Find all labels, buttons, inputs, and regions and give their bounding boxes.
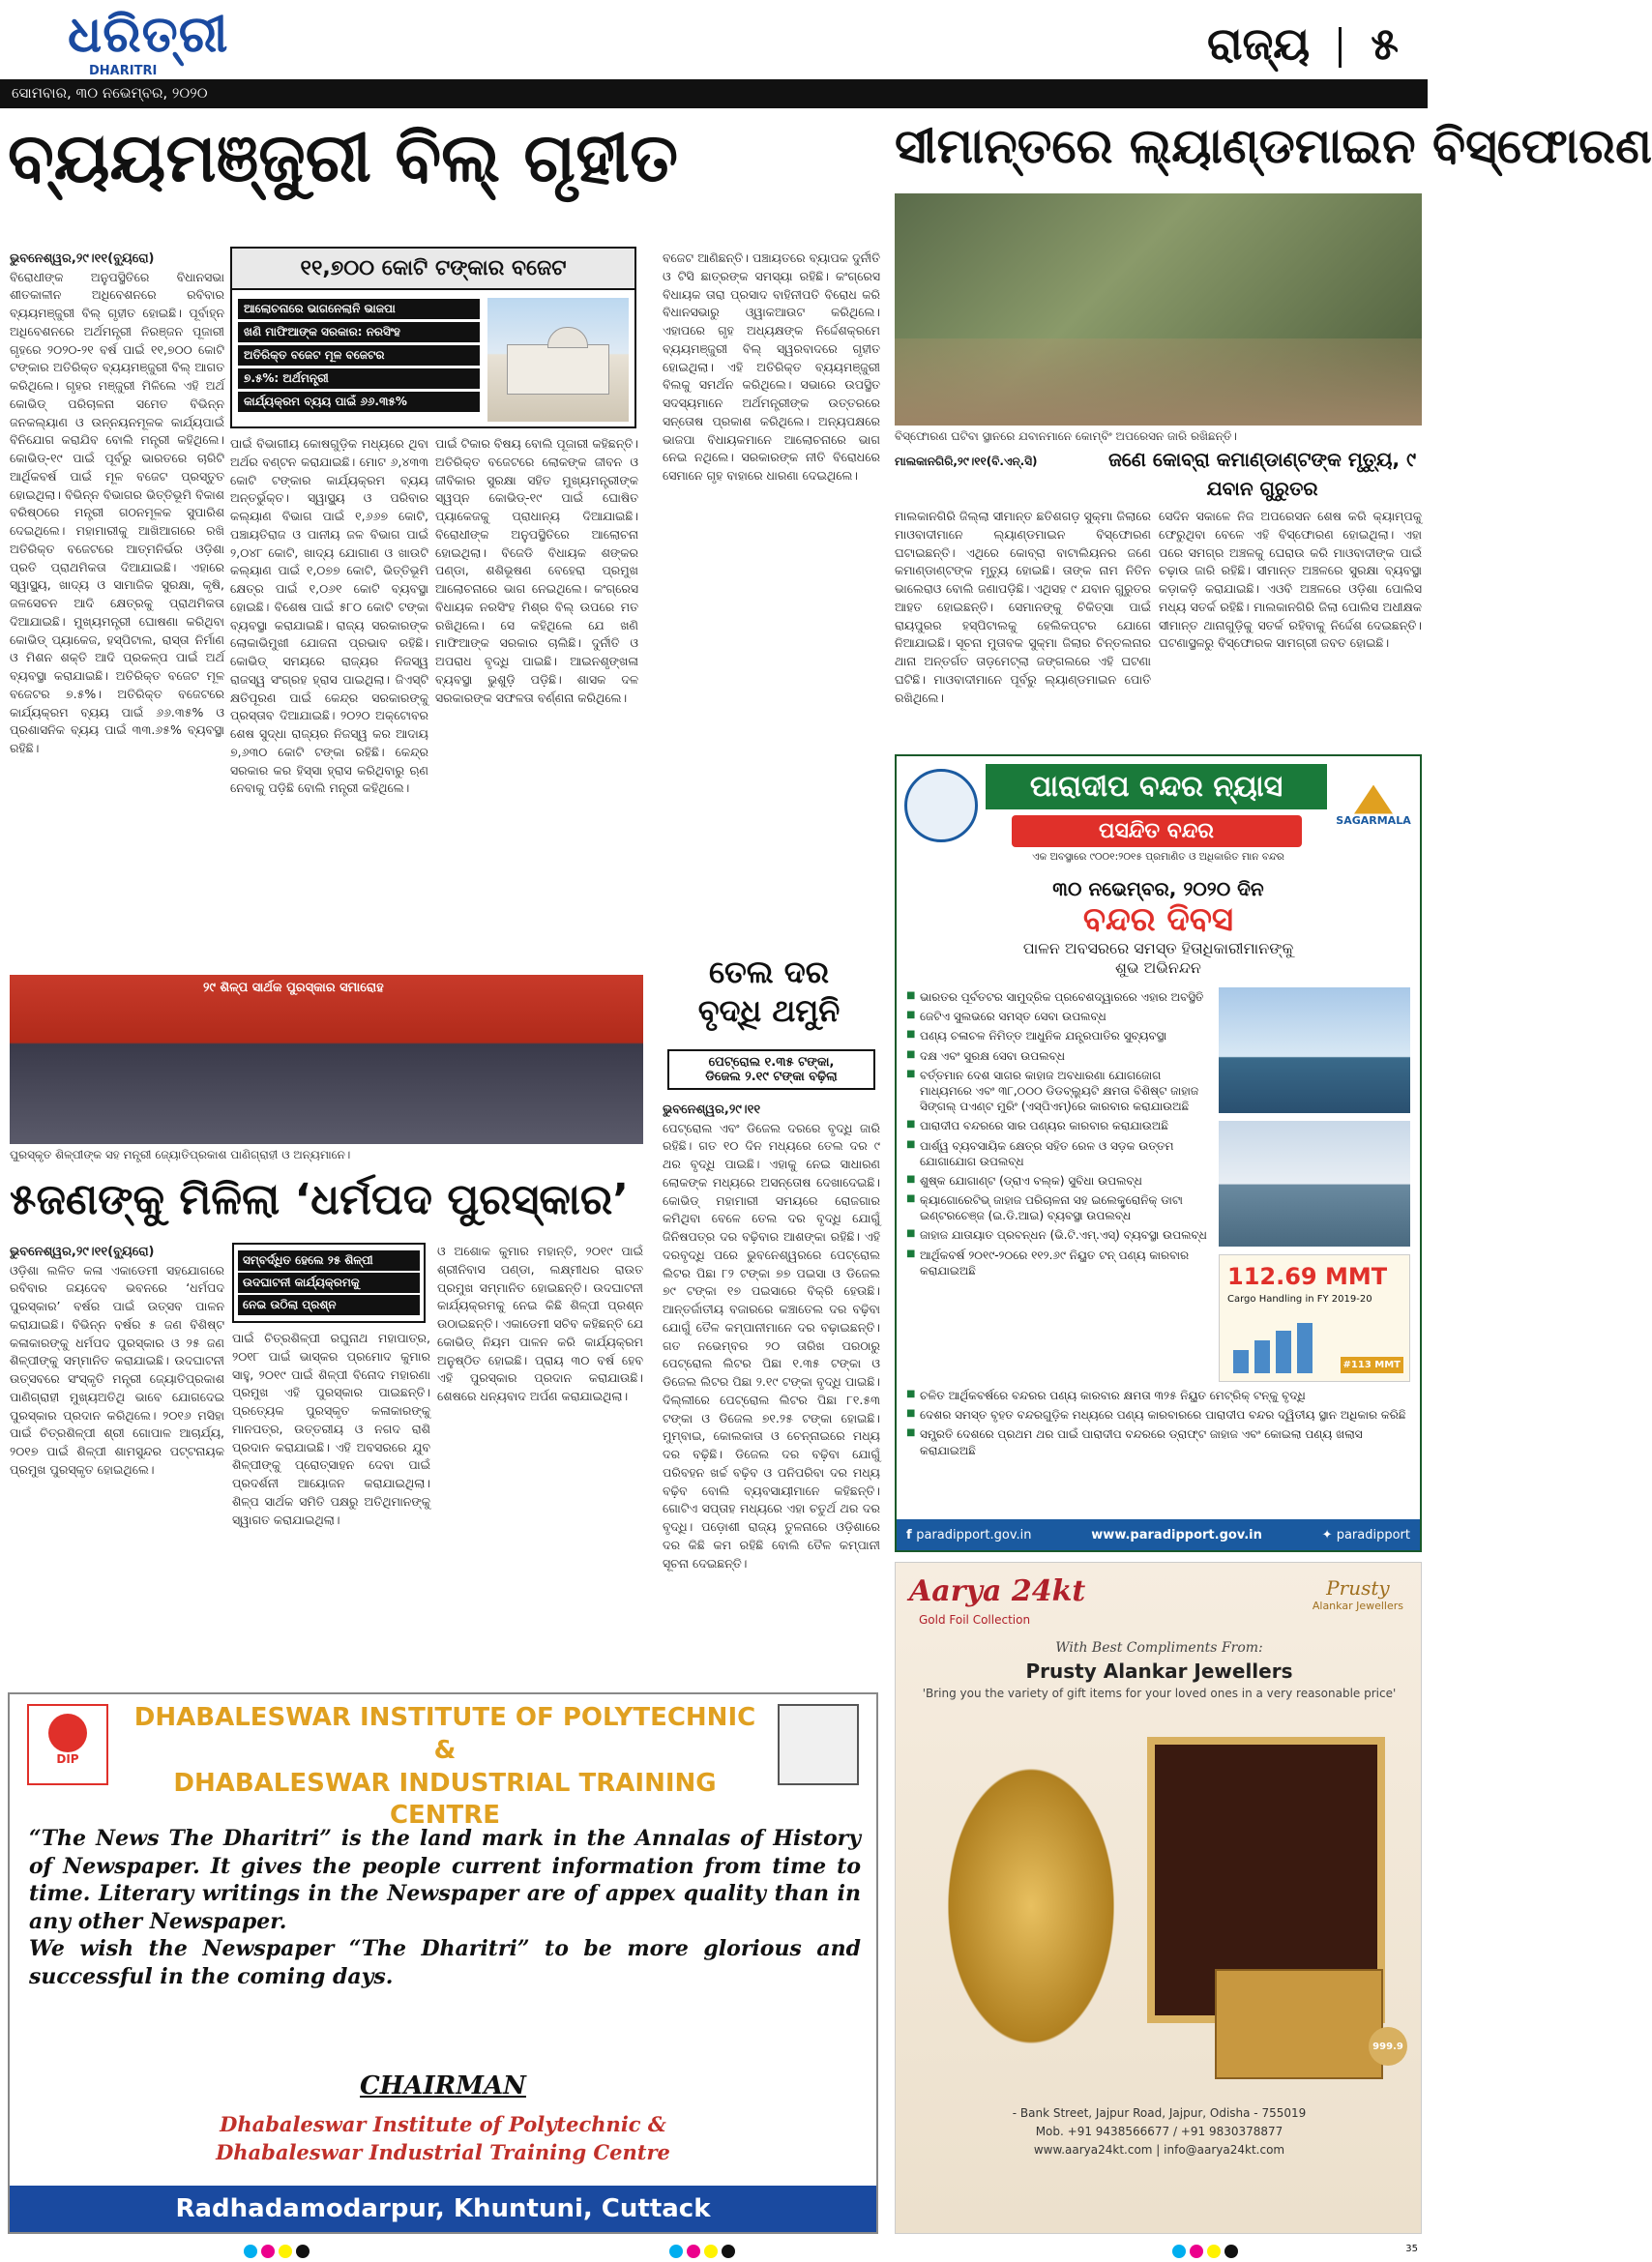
- print-registration-bar: [0, 2242, 1428, 2261]
- website-link[interactable]: www.paradipport.gov.in: [1091, 1527, 1262, 1542]
- budget-headline: ବ୍ୟୟମଞ୍ଜୁରୀ ବିଲ୍ ଗୃହୀତ: [8, 118, 679, 197]
- dip-ad-para-1: “The News The Dharitri” is the land mark in the Annalas of History of Newspaper. It gives the people current information from time to time. Literary writings in the Newspaper are of appex quality than in any other Newspaper.: [29, 1826, 861, 1934]
- partner-sub: Alankar Jewellers: [1312, 1600, 1403, 1612]
- landmine-col-1: ମାଲକାନଗିରି ଜିଲ୍ଲା ସୀମାନ୍ତ ଛତିଶଗଡ଼ ସୁକ୍ମା ଜିଲାରେ ମାଓବାଦୀମାନେ ଲ୍ୟାଣ୍ଡମାଇନ ବିସ୍ଫୋରଣ ଘଟାଇଛନ୍ତି। ଏଥିରେ କୋବ୍ରା ବାଟାଲିୟନର ଜଣେ କମାଣ୍ଡାଣ୍ଟଙ୍କ ମୃତ୍ୟୁ ହୋଇଛି। ତାଙ୍କ ନାମ ନିତିନ ଭାଲେରାଓ ବୋଲି ଜଣାପଡ଼ିଛି। ଏଥିସହ ୯ ଯବାନ ଗୁରୁତର ଆହତ ହୋଇଛନ୍ତି। ସେମାନଙ୍କୁ ଚିକିତ୍ସା ପାଇଁ ରାୟପୁରର ହସ୍ପିଟାଲକୁ ହେଲିକପ୍ଟର ଯୋଗେ ନିଆଯାଇଛି। ସୂଚନା ମୁତାବକ ସୁକ୍ମା ଜିଲାର ଚିନ୍ତଲନାର ଥାନା ଅନ୍ତର୍ଗତ ତାଡ଼ମେଟ୍ଲା ଜଙ୍ଗଲରେ ଏହି ଘଟଣା ଘଟିଛି। ମାଓବାଦୀମାନେ ପୂର୍ବରୁ ଲ୍ୟାଣ୍ଡମାଇନ ପୋତି ରଖିଥିଲେ।: [895, 509, 1151, 705]
- paradip-feature: ■ ସମ୍ପ୍ରତି ଦେଶରେ ପ୍ରଥମ ଥର ପାଇଁ ପାରାଦୀପ ବନ୍ଦରରେ ଡ୍ରାଫ୍ଟ ଜାହାଜ ଏବଂ କୋଇଲା ପଣ୍ୟ ଖଲାସ କରାଯାଇଅଛି: [906, 1425, 1410, 1459]
- dharmapada-col-1: [10, 1243, 224, 1668]
- paradip-feature: ■ ପାରାଦୀପ ବନ୍ଦରରେ ସାର ପଣ୍ୟର କାରବାର କରାଯାଉଅଛି: [906, 1116, 1211, 1135]
- page-number: ୫: [1371, 17, 1399, 70]
- landmine-headline: ସୀମାନ୍ତରେ ଲ୍ୟାଣ୍ଡମାଇନ ବିସ୍ଫୋରଣ: [895, 118, 1652, 174]
- budget-dateline: ଭୁବନେଶ୍ୱର,୨୯।୧୧(ବ୍ୟୁରୋ): [10, 251, 155, 266]
- budget-infobox: [230, 247, 636, 428]
- paradip-title: ପାରାଦୀପ ବନ୍ଦର ନ୍ୟାସ: [986, 764, 1327, 809]
- dip-ad-footer: Radhadamodarpur, Khuntuni, Cuttack: [10, 2186, 876, 2232]
- paradip-feature: ■ ଚଳିତ ଆର୍ଥିକବର୍ଷରେ ବନ୍ଦରର ପଣ୍ୟ କାରବାର କ୍ଷମତା ୩୨୫ ନିୟୁତ ମେଟ୍ରିକ୍ ଟନ୍‌କୁ ବୃଦ୍ଧି: [906, 1386, 1410, 1405]
- paradip-feature: ■ ପଣ୍ୟ ଚଳାଚଳ ନିମିତ୍ତ ଆଧୁନିକ ଯନ୍ତ୍ରପାତିର ସୁବ୍ୟବସ୍ଥା: [906, 1026, 1211, 1045]
- dharmapada-points-box: [232, 1243, 426, 1323]
- cyan-dot: [669, 2245, 683, 2258]
- budget-point: ଆଲୋଚନାରେ ଭାଗନେଲାନି ଭାଜପା: [238, 299, 480, 319]
- dharmapada-col-3: ଓ ଅଶୋକ କୁମାର ମହାନ୍ତି, ୨୦୧୯ ପାଇଁ ଶ୍ରୀନିବାସ ପଣ୍ଡା, ଲକ୍ଷ୍ମୀଧର ରାଉତ ପ୍ରମୁଖ ସମ୍ମାନିତ ହୋଇଛନ୍ତି। ଉଦଘାଟନୀ କାର୍ଯ୍ୟକ୍ରମକୁ ନେଇ କିଛି ଶିଳ୍ପୀ ପ୍ରଶ୍ନ ଉଠାଇଛନ୍ତି। ଏକାଡେମୀ ସଚିବ କହିଛନ୍ତି ଯେ କୋଭିଡ୍ ନିୟମ ପାଳନ କରି କାର୍ଯ୍ୟକ୍ରମ ଅନୁଷ୍ଠିତ ହୋଇଛି। ପ୍ରାୟ ୩୦ ବର୍ଷ ହେବ ଏହି ପୁରସ୍କାର ପ୍ରଦାନ କରାଯାଉଛି। ଶେଷରେ ଧନ୍ୟବାଦ ଅର୍ପଣ କରାଯାଇଥିଲା।: [437, 1244, 643, 1403]
- sagarmala-icon: [1354, 785, 1393, 814]
- sagarmala-logo: [1335, 785, 1412, 827]
- dip-logo-text: DIP: [56, 1752, 79, 1766]
- gift-box-image: [1215, 1969, 1383, 2079]
- black-dot: [296, 2245, 310, 2258]
- purity-badge: 999.9: [1369, 2027, 1407, 2066]
- budget-col-1-text: ବିରୋଧୀଙ୍କ ଅନୁପସ୍ଥିତିରେ ବିଧାନସଭା ଶୀତକାଳୀନ ଅଧିବେଶନରେ ରବିବାର ବ୍ୟୟମଞ୍ଜୁରୀ ବିଲ୍ ଗୃହୀତ ହୋଇଛି। ପୂର୍ବାହ୍ନ ଅଧିବେଶନରେ ଅର୍ଥମନ୍ତ୍ରୀ ନିରଞ୍ଜନ ପୂଜାରୀ ଗୃହରେ ୨୦୨୦-୨୧ ବର୍ଷ ପାଇଁ ୧୧,୭୦୦ କୋଟି ଟଙ୍କାର ଅତିରିକ୍ତ ବ୍ୟୟମଞ୍ଜୁରୀ ବିଲ୍ ଆଗତ କରିଥିଲେ। ଗୃହର ମଞ୍ଜୁରୀ ମିଳିଲେ ଏହି ଅର୍ଥ କୋଭିଡ୍ ପରିଚାଳନା ସମେତ ବିଭିନ୍ନ ଜନକଲ୍ୟାଣ ଓ ଉନ୍ନୟନମୂଳକ କାର୍ଯ୍ୟପାଇଁ ବିନିଯୋଗ କରାଯିବ ବୋଲି ମନ୍ତ୍ରୀ କହିଥିଲେ। କୋଭିଡ୍-୧୯ ପାଇଁ ପୂର୍ବରୁ ଭାରତରେ ଚାରିଟି ଆର୍ଥିକବର୍ଷ ପାଇଁ ମୂଳ ବଜେଟ ପ୍ରସ୍ତୁତ ହୋଇଥିଲା। ବିଭିନ୍ନ ବିଭାଗର ଭିତ୍ତିଭୂମି ବିକାଶ ବରିଷ୍ଠରେ ମନ୍ତ୍ରୀ ଗଠନମୂଳକ ସୁପାରିଶ ଦେଇଥିଲେ। ମହାମାରୀକୁ ଆଖିଆଗରେ ରଖି ଅତିରିକ୍ତ ବଜେଟରେ ଆତ୍ମନିର୍ଭର ଓଡ଼ିଶା ପ୍ରତି ପ୍ରାଥମିକତା ଦିଆଯାଇଛି। ଏହାରେ ସ୍ୱାସ୍ଥ୍ୟ, ଖାଦ୍ୟ ଓ ସାମାଜିକ ସୁରକ୍ଷା, କୃଷି, ଜଳସେଚନ ଆଦି କ୍ଷେତ୍ରକୁ ପ୍ରାଥମିକତା ଦିଆଯାଇଛି। ମୁଖ୍ୟମନ୍ତ୍ରୀ ଘୋଷଣା କରିଥିବା କୋଭିଡ୍ ପ୍ୟାକେଜ, ହସ୍ପିଟାଲ, ରାସ୍ତା ନିର୍ମାଣ ଓ ମିଶନ ଶକ୍ତି ଆଦି ପ୍ରକଳ୍ପ ପାଇଁ ଅର୍ଥ ବ୍ୟବସ୍ଥା କରାଯାଇଛି। ଅତିରିକ୍ତ ବଜେଟ ମୂଳ ବଜେଟର ୭.୫%। ଅତିରିକ୍ତ ବଜେଟରେ କାର୍ଯ୍ୟକ୍ରମ ବ୍ୟୟ ପାଇଁ ୬୬.୩୫% ଓ ପ୍ରଶାସନିକ ବ୍ୟୟ ପାଇଁ ୩୩.୬୫% ବ୍ୟବସ୍ଥା ରହିଛି।: [10, 269, 224, 755]
- dharmapada-point: ସମ୍ବର୍ଦ୍ଧିତ ହେଲେ ୨୫ ଶିଳ୍ପୀ: [238, 1250, 420, 1271]
- oil-body: [663, 1101, 880, 1671]
- paradip-feature: ■ ଜାହାଜ ଯାତାୟାତ ପ୍ରବନ୍ଧନ (ଭି.ଟି.ଏମ୍.ଏସ୍) ବ୍ୟବସ୍ଥା ଉପଲବ୍ଧ: [906, 1225, 1211, 1245]
- jewel-contact: [896, 2104, 1423, 2160]
- paradip-features: [906, 987, 1211, 1382]
- paradip-port-ad: [895, 754, 1422, 1552]
- partner-logo: [1313, 1576, 1403, 1612]
- date-bar: ସୋମବାର, ୩୦ ନଭେମ୍ବର, ୨୦୨୦: [0, 79, 1428, 108]
- cargo-bar: [1297, 1323, 1313, 1373]
- twitter-link[interactable]: ✦ paradipport: [1321, 1527, 1410, 1542]
- yellow-dot: [279, 2245, 292, 2258]
- stage-banner-text: ୨୯ ଶିଳ୍ପ ସାର୍ଥକ ପୁରସ୍କାର ସମାରୋହ: [203, 981, 384, 995]
- paradip-feature: ■ ଭାରତର ପୂର୍ବତଟର ସାମୁଦ୍ରିକ ପ୍ରବେଶଦ୍ୱାରରେ ଏହାର ଅବସ୍ଥିତି: [906, 987, 1211, 1007]
- oil-headline: [658, 953, 880, 1030]
- cargo-bar: [1276, 1331, 1291, 1373]
- jewel-compliments: With Best Compliments From:: [1055, 1640, 1263, 1656]
- budget-box-title: ୧୧,୭୦୦ କୋଟି ଟଙ୍କାର ବଜେଟ: [232, 249, 634, 290]
- port-terminal-photo: [1219, 1121, 1410, 1247]
- section-page-label: [1207, 17, 1399, 72]
- dip-institutes: [10, 2110, 876, 2167]
- budget-col-2: ପାଇଁ ବିଭାଗୀୟ କୋଷଗୁଡ଼ିକ ମଧ୍ୟରେ ଥିବା ଅର୍ଥର ବଣ୍ଟନ କରାଯାଇଛି। ମୋଟ ୬,୪୩୩ କୋଟି ଟଙ୍କାର କାର୍ଯ୍ୟକ୍ରମ ବ୍ୟୟ ଅନ୍ତର୍ଭୁକ୍ତ। ସ୍ୱାସ୍ଥ୍ୟ ଓ ପରିବାର କଲ୍ୟାଣ ବିଭାଗ ପାଇଁ ୧,୬୬୭ କୋଟି, ପଞ୍ଚାୟତିରାଜ ଓ ପାନୀୟ ଜଳ ବିଭାଗ ପାଇଁ ୨,୦୪୮ କୋଟି, ଖାଦ୍ୟ ଯୋଗାଣ ଓ ଖାଉଟି କଲ୍ୟାଣ ପାଇଁ ୧,୦୭୭ କୋଟି, ଭିତ୍ତିଭୂମି କ୍ଷେତ୍ର ପାଇଁ ୧,୦୬୧ କୋଟି ବ୍ୟବସ୍ଥା ହୋଇଛି। ବିଶେଷ ପାଇଁ ୫୮୦ କୋଟି ଟଙ୍କା ବ୍ୟବସ୍ଥା କରାଯାଇଛି। ରାଜ୍ୟ ସରକାରଙ୍କ ଲୋକାଭିମୁଖୀ ଯୋଜନା ପ୍ରଭାବ ରହିଛି। କୋଭିଡ୍ ସମୟରେ ରାଜ୍ୟର ନିଜସ୍ୱ ରାଜସ୍ୱ ସଂଗ୍ରହ ହ୍ରାସ ପାଇଥିଲା। ଜିଏସ୍ଟି କ୍ଷତିପୂରଣ ପାଇଁ କେନ୍ଦ୍ର ସରକାରଙ୍କୁ ପ୍ରସ୍ତାବ ଦିଆଯାଇଛି। ୨୦୨୦ ଅକ୍ଟୋବର ଶେଷ ସୁଦ୍ଧା ରାଜ୍ୟର ନିଜସ୍ୱ କର ଆଦାୟ ୭,୬୩୦ କୋଟି ଟଙ୍କା ରହିଛି। କେନ୍ଦ୍ର ସରକାର କର ହିସ୍ସା ହ୍ରାସ କରିଥିବାରୁ ଋଣ ନେବାକୁ ପଡ଼ିଛି ବୋଲି ମନ୍ତ୍ରୀ କହିଥିଲେ।: [230, 436, 428, 796]
- jewel-brand: Aarya 24kt: [909, 1574, 1086, 1608]
- dip-chairman: CHAIRMAN: [360, 2071, 526, 2100]
- jewellery-ad: [895, 1562, 1422, 2234]
- dharmapada-headline: ୫ଜଣଙ୍କୁ ମିଳିଲା ‘ଧର୍ମପଦ ପୁରସ୍କାର’: [10, 1175, 629, 1224]
- dip-title-1: DHABALESWAR INSTITUTE OF POLYTECHNIC: [133, 1703, 756, 1732]
- paradip-feature: ■ ଶୁଷ୍କ ଯୋଗାଣ୍ଟ (ଡ୍ରାଏ ବଲ୍କ) ସୁବିଧା ଉପଲବ୍ଧ: [906, 1171, 1211, 1190]
- section-name: ରାଜ୍ୟ: [1206, 17, 1311, 70]
- cargo-bar: [1254, 1340, 1270, 1373]
- dharmapada-col-2: ପାଇଁ ଚିତ୍ରଶିଳ୍ପୀ ରଘୁନାଥ ମହାପାତ୍ର, ୨୦୧୮ ପାଇଁ ଭାସ୍କର ପ୍ରମୋଦ କୁମାର ସାହୁ, ୨୦୧୯ ପାଇଁ ଶିଳ୍ପୀ ବିନୋଦ ମହାରଣା ପ୍ରମୁଖ ଏହି ପୁରସ୍କାର ପାଇଛନ୍ତି। ପ୍ରତ୍ୟେକ ପୁରସ୍କୃତ କଳାକାରଙ୍କୁ ମାନପତ୍ର, ଉତ୍ତରୀୟ ଓ ନଗଦ ରାଶି ପ୍ରଦାନ କରାଯାଇଛି। ଏହି ଅବସରରେ ଯୁବ ଶିଳ୍ପୀଙ୍କୁ ପ୍ରୋତ୍ସାହନ ଦେବା ପାଇଁ ପ୍ରଦର୍ଶନୀ ଆୟୋଜନ କରାଯାଇଥିଲା। ଶିଳ୍ପ ସାର୍ଥକ ସମିତି ପକ୍ଷରୁ ଅତିଥିମାନଙ୍କୁ ସ୍ୱାଗତ କରାଯାଇଥିଲା।: [232, 1331, 430, 1527]
- jewel-tagline: 'Bring you the variety of gift items for your loved ones in a very reasonable price': [922, 1687, 1397, 1700]
- dharmapada-point: ନେଇ ଉଠିଲା ପ୍ରଶ୍ନ: [238, 1295, 420, 1315]
- paradip-feature: ■ ଆର୍ଥିକବର୍ଷ ୨୦୧୯-୨୦ରେ ୧୧୨.୬୯ ନିୟୁତ ଟନ୍ ପଣ୍ୟ କାରବାର କରାଯାଇଅଛି: [906, 1246, 1211, 1280]
- paradip-feature: ■ ବର୍ତ୍ତମାନ ଦେଶ ସାଗର କାହାଜ ଅବଧାରଣା ଯୋଗଜୋଗ ମାଧ୍ୟମରେ ଏବଂ ୩୮,୦୦୦ ଡିଡବ୍ଲ୍ୟୁଟି କ୍ଷମତା ବିଶିଷ୍ଟ ଜାହାଜ ସିଙ୍ଗଲ୍ ପଏଣ୍ଟ ମୁରିଂ (ଏସ୍‌ପିଏମ୍)ରେ କାରବାର କରାଯାଉଅଛି: [906, 1066, 1211, 1117]
- color-registration-marks: [242, 2244, 311, 2262]
- dip-ad: [8, 1692, 878, 2234]
- port-day-name: ବନ୍ଦର ଦିବସ: [1082, 900, 1234, 939]
- paradip-subtitle: ପସନ୍ଦିତ ବନ୍ଦର: [1012, 815, 1302, 847]
- yellow-dot: [1207, 2245, 1221, 2258]
- section-divider: [1339, 27, 1342, 68]
- landmine-dateline: ମାଲକାନଗିରି,୨୯।୧୧(ବି.ଏନ୍.ସି): [895, 455, 1038, 468]
- port-day-wish-2: ଶୁଭ ଅଭିନନ୍ଦନ: [1115, 958, 1201, 977]
- budget-col-1: [10, 250, 224, 931]
- paradip-footer: [897, 1519, 1420, 1550]
- magenta-dot: [1190, 2245, 1203, 2258]
- paradip-cert: ଏକ ଅବସ୍ଥାରେ ୯୦୦୧:୨୦୧୫ ପ୍ରମାଣିତ ଓ ଅଧିକାରିତ ମାନ ବନ୍ଦର: [1032, 851, 1284, 863]
- assembly-building-photo: [487, 298, 629, 422]
- budget-col-4: ବଜେଟ ଆଣିଛନ୍ତି। ପଞ୍ଚାୟତରେ ବ୍ୟାପକ ଦୁର୍ନୀତି ଓ ଟିସି ଛାତ୍ରଙ୍କ ସମସ୍ୟା ରହିଛି। କଂଗ୍ରେସ ବିଧାୟକ ତାରା ପ୍ରସାଦ ବାହିନୀପତି ବିରୋଧ କରି ବିଧାନସଭାରୁ ଓ୍ୱାକଆଉଟ କରିଥିଲେ। ଏହାପରେ ଗୃହ ଅଧ୍ୟକ୍ଷଙ୍କ ନିର୍ଦ୍ଦେଶକ୍ରମେ ବ୍ୟୟମଞ୍ଜୁରୀ ବିଲ୍ ସ୍ୱରବାଦରେ ଗୃହୀତ ହୋଇଥିଲା। ଏହି ଅତିରିକ୍ତ ବ୍ୟୟମଞ୍ଜୁରୀ ବିଲକୁ ସମର୍ଥନ କରିଥିଲେ। ସଭାରେ ଉପସ୍ଥିତ ସଦସ୍ୟମାନେ ଅର୍ଥମନ୍ତ୍ରୀଙ୍କ ଉତ୍ତରରେ ସନ୍ତୋଷ ପ୍ରକାଶ କରିଥିଲେ। ଅନ୍ୟପକ୍ଷରେ ଭାଜପା ବିଧାୟକମାନେ ଆଲୋଚନାରେ ଭାଗ ନେଇ ନଥିଲେ। ସରକାରଙ୍କ ନୀତି ବିରୋଧରେ ସେମାନେ ଗୃହ ବାହାରେ ଧାରଣା ଦେଇଥିଲେ।: [663, 250, 880, 483]
- port-day-wish-1: ପାଳନ ଅବସରରେ ସମସ୍ତ ହିତାଧିକାରୀମାନଙ୍କୁ: [1022, 939, 1294, 957]
- jewel-web[interactable]: www.aarya24kt.com | info@aarya24kt.com: [1033, 2143, 1285, 2158]
- budget-col-3: ପାଇଁ ଟିକାର ବିଷୟ ବୋଲି ପୂଜାରୀ କହିଛନ୍ତି। ଅତିରିକ୍ତ ବଜେଟରେ ଲୋକଙ୍କ ଜୀବନ ଓ ଜୀବିକାର ସୁରକ୍ଷା ସହିତ ମୁଖ୍ୟମନ୍ତ୍ରୀଙ୍କ ସ୍ୱପ୍ନ କୋଭିଡ୍-୧୯ ପାଇଁ ଘୋଷିତ ପ୍ୟାକେଜକୁ ପ୍ରାଧାନ୍ୟ ଦିଆଯାଇଛି। ବିରୋଧୀଙ୍କ ଅନୁପସ୍ଥିତିରେ ଆଲୋଚନା ହୋଇଥିଲା। ବିଜେଡି ବିଧାୟକ ଶଙ୍କର ପଣ୍ଡା, ଶଶିଭୂଷଣ ବେହେରା ପ୍ରମୁଖ ଆଲୋଚନାରେ ଭାଗ ନେଇଥିଲେ। କଂଗ୍ରେସ ବିଧାୟକ ନରସିଂହ ମିଶ୍ର ବିଲ୍ ଉପରେ ମତ ରଖିଥିଲେ। ସେ କହିଥିଲେ ଯେ ଖଣି ମାଫିଆଙ୍କ ସରକାର ଚାଲିଛି। ଦୁର୍ନୀତି ଓ ଅପରାଧ ବୃଦ୍ଧି ପାଇଛି। ଆଇନଶୃଙ୍ଖଳା ବ୍ୟବସ୍ଥା ଭୁଶୁଡ଼ି ପଡ଼ିଛି। ଶାସକ ଦଳ ସରକାରଙ୍କ ସଫଳତା ବର୍ଣ୍ଣନା କରିଥିଲେ।: [435, 436, 638, 705]
- sagarmala-text: SAGARMALA: [1336, 813, 1411, 827]
- paradip-feature: ■ କ୍ୟାଗୋରେଟିଭ୍ ଜାହାଜ ପରିଚାଳନା ସହ ଇଲେକ୍ଟ୍ରୋନିକ୍ ଡାଟା ଇଣ୍ଟରଚେଞ୍ଜ (ଇ.ଡି.ଆଇ) ବ୍ୟବସ୍ଥା ଉପଲବ୍ଧ: [906, 1190, 1211, 1225]
- color-registration-marks: [667, 2244, 737, 2262]
- paradip-emblem: [904, 769, 978, 842]
- dip-inst-2: Dhabaleswar Industrial Training Centre: [216, 2140, 670, 2165]
- paradip-feature: ■ ପାର୍ଶ୍ୱ ବ୍ୟବସାୟିକ କ୍ଷେତ୍ର ସହିତ ରେଳ ଓ ସଡ଼କ ଉତ୍ତମ ଯୋଗାଯୋଗ ଉପଲବ୍ଧ: [906, 1136, 1211, 1171]
- partner-name: Prusty: [1326, 1576, 1390, 1600]
- oil-body-text: ପେଟ୍ରୋଲ ଏବଂ ଡିଜେଲ ଦରରେ ବୃଦ୍ଧି ଜାରି ରହିଛି। ଗତ ୧୦ ଦିନ ମଧ୍ୟରେ ତେଲ ଦର ୯ ଥର ବୃଦ୍ଧି ପାଇଛି। ଏହାକୁ ନେଇ ସାଧାରଣ ଲୋକଙ୍କ ମଧ୍ୟରେ ଅସନ୍ତୋଷ ଦେଖାଦେଇଛି। କୋଭିଡ୍ ମହାମାରୀ ସମୟରେ ରୋଜଗାର କମିଥିବା ବେଳେ ତେଲ ଦର ବୃଦ୍ଧି ଯୋଗୁଁ ଜିନିଷପତ୍ର ଦର ବଢ଼ିବାର ଆଶଙ୍କା ରହିଛି। ଏହି ଦରବୃଦ୍ଧି ପରେ ଭୁବନେଶ୍ୱରରେ ପେଟ୍ରୋଲ ଲିଟର ପିଛା ୮୨ ଟଙ୍କା ୭୭ ପଇସା ଓ ଡିଜେଲ ୭୯ ଟଙ୍କା ୧୭ ପଇସାରେ ବିକ୍ରି ହେଉଛି। ଆନ୍ତର୍ଜାତୀୟ ବଜାରରେ କଞ୍ଚାତେଲ ଦର ବଢ଼ିବା ଯୋଗୁଁ ତୈଳ କମ୍ପାନୀମାନେ ଦର ବଢ଼ାଇଛନ୍ତି। ଗତ ନଭେମ୍ବର ୨୦ ତାରିଖ ପରଠାରୁ ପେଟ୍ରୋଲ ଲିଟର ପିଛା ୧.୩୫ ଟଙ୍କା ଓ ଡିଜେଲ ଲିଟର ପିଛା ୨.୧୯ ଟଙ୍କା ବୃଦ୍ଧି ପାଇଛି। ଦିଲ୍ଲୀରେ ପେଟ୍ରୋଲ ଲିଟର ପିଛା ୮୧.୫୩ ଟଙ୍କା ଓ ଡିଜେଲ ୭୧.୨୫ ଟଙ୍କା ହୋଇଛି। ମୁମ୍ବାଇ, କୋଲକାତା ଓ ଚେନ୍ନାଇରେ ମଧ୍ୟ ଦର ବଢ଼ିଛି। ଡିଜେଲ ଦର ବଢ଼ିବା ଯୋଗୁଁ ପରିବହନ ଖର୍ଚ୍ଚ ବଢ଼ିବ ଓ ପନିପରିବା ଦର ମଧ୍ୟ ବଢ଼ିବ ବୋଲି ବ୍ୟବସାୟୀମାନେ କହିଛନ୍ତି। ଗୋଟିଏ ସପ୍ତାହ ମଧ୍ୟରେ ଏହା ଚତୁର୍ଥ ଥର ଦର ବୃଦ୍ଧି। ପଡ଼ୋଶୀ ରାଜ୍ୟ ତୁଳନାରେ ଓଡ଼ିଶାରେ ଦର କିଛି କମ ରହିଛି ବୋଲି ତୈଳ କମ୍ପାନୀ ସୂଚନା ଦେଇଛନ୍ତି।: [663, 1120, 880, 1571]
- landmine-subhead: ଜଣେ କୋବ୍ରା କମାଣ୍ଡାଣ୍ଟଙ୍କ ମୃତ୍ୟୁ, ୯ ଯବାନ ଗୁରୁତର: [1107, 448, 1417, 500]
- cargo-badge: #113 MMT: [1341, 1357, 1403, 1373]
- newspaper-logo-sub: DHARITRI: [89, 64, 158, 78]
- dharmapada-photo-caption: ପୁରସ୍କୃତ ଶିଳ୍ପୀଙ୍କ ସହ ମନ୍ତ୍ରୀ ଜ୍ୟୋତିପ୍ରକାଶ ପାଣିଗ୍ରାହୀ ଓ ଅନ୍ୟମାନେ।: [10, 1148, 351, 1161]
- paradip-feature: ■ ଦକ୍ଷ ଏବଂ ସୁରକ୍ଷ ସେବା ଉପଲବ୍ଧ: [906, 1046, 1211, 1066]
- dharmapada-col-1-text: ଓଡ଼ିଶା ଲଳିତ କଳା ଏକାଡେମୀ ସହଯୋଗରେ ରବିବାର ଜୟଦେବ ଭବନରେ ‘ଧର୍ମପଦ ପୁରସ୍କାର’ ବର୍ଷର ପାଇଁ ଉତ୍ସବ ପାଳନ କରାଯାଇଛି। ବିଭିନ୍ନ ବର୍ଷର ୫ ଜଣ ବିଶିଷ୍ଟ କଳାକାରଙ୍କୁ ଧର୍ମପଦ ପୁରସ୍କାର ଓ ୨୫ ଜଣ ଶିଳ୍ପୀଙ୍କୁ ସମ୍ମାନିତ କରାଯାଇଛି। ଉଦଘାଟନୀ ଉତ୍ସବରେ ସଂସ୍କୃତି ମନ୍ତ୍ରୀ ଜ୍ୟୋତିପ୍ରକାଶ ପାଣିଗ୍ରାହୀ ମୁଖ୍ୟଅତିଥି ଭାବେ ଯୋଗଦେଇ ପୁରସ୍କାର ପ୍ରଦାନ କରିଥିଲେ। ୨୦୧୬ ମସିହା ପାଇଁ ଚିତ୍ରଶିଳ୍ପୀ ଶ୍ରୀ ଗୋପାଳ ଆଚାର୍ଯ୍ୟ, ୨୦୧୭ ପାଇଁ ଶିଳ୍ପୀ ଶାମସୁନ୍ଦର ପଟ୍ଟନାୟକ ପ୍ରମୁଖ ପୁରସ୍କୃତ ହୋଇଥିଲେ।: [10, 1262, 224, 1477]
- jewel-address: - Bank Street, Jajpur Road, Jajpur, Odisha - 755019: [1012, 2106, 1307, 2120]
- oil-headline-1: ତେଲ ଦର: [708, 954, 830, 990]
- dip-ad-title: [126, 1702, 764, 1833]
- magenta-dot: [261, 2245, 275, 2258]
- newspaper-logo: ଧରିତ୍ରୀ: [68, 6, 229, 64]
- twitter-icon: ✦: [1321, 1527, 1337, 1542]
- dip-logo: [27, 1704, 108, 1785]
- golden-idol-image: [934, 1747, 1128, 2066]
- diesel-price-hike: ଡିଜେଲ ୨.୧୯ ଟଙ୍କା ବଢ଼ିଲା: [705, 1070, 838, 1084]
- paradip-features-2: [906, 1386, 1410, 1460]
- cyan-dot: [244, 2245, 257, 2258]
- landmine-photo-caption: ବିସ୍ଫୋରଣ ଘଟିବା ସ୍ଥାନରେ ଯବାନମାନେ କୋମ୍ବିଂ ଅପରେସନ ଜାରି ରଖିଛନ୍ତି।: [895, 429, 1237, 443]
- petrol-price-hike: ପେଟ୍ରୋଲ ୧.୩୫ ଟଙ୍କା,: [708, 1055, 835, 1070]
- budget-point: କାର୍ଯ୍ୟକ୍ରମ ବ୍ୟୟ ପାଇଁ ୬୬.୩୫%: [238, 392, 480, 412]
- footer-page-number: 35: [1405, 2244, 1418, 2254]
- port-crane-photo: [1219, 987, 1410, 1113]
- cargo-stat-label: Cargo Handling in FY 2019-20: [1227, 1294, 1372, 1305]
- dip-ad-message: [29, 1825, 861, 1991]
- oil-dateline: ଭୁବନେଶ୍ୱର,୨୯।୧୧: [663, 1102, 761, 1117]
- dharmapada-photo: [10, 975, 643, 1144]
- dip-title-amp: &: [433, 1735, 457, 1765]
- cargo-bar: [1233, 1350, 1249, 1373]
- facebook-icon: f: [906, 1527, 917, 1542]
- yellow-dot: [704, 2245, 718, 2258]
- dip-inst-1: Dhabaleswar Institute of Polytechnic &: [220, 2112, 666, 2136]
- dip-title-2: DHABALESWAR INDUSTRIAL TRAINING CENTRE: [173, 1768, 717, 1831]
- black-dot: [1224, 2245, 1238, 2258]
- port-day-date: ୩୦ ନଭେମ୍ବର, ୨୦୨୦ ଦିନ: [1052, 877, 1264, 900]
- budget-point: ୭.୫%: ଅର୍ଥମନ୍ତ୍ରୀ: [238, 368, 480, 389]
- paradip-feature: ■ ଦେଶର ସମସ୍ତ ବୃହତ ବନ୍ଦରଗୁଡ଼ିକ ମଧ୍ୟରେ ପଣ୍ୟ କାରବାରରେ ପାରାଦୀପ ବନ୍ଦର ଦ୍ୱିତୀୟ ସ୍ଥାନ ଅଧିକାର କରିଛି: [906, 1405, 1410, 1425]
- jewel-mobile: Mob. +91 9438566677 / +91 9830378877: [1035, 2125, 1283, 2139]
- dharmapada-point: ଉଦଘାଟନୀ କାର୍ଯ୍ୟକ୍ରମକୁ: [238, 1273, 420, 1293]
- dip-logo-mark: [48, 1714, 87, 1752]
- facebook-link[interactable]: f paradipport.gov.in: [906, 1527, 1032, 1542]
- jewel-store-name: Prusty Alankar Jewellers: [1025, 1660, 1293, 1683]
- landmine-col-2: ସେଦିନ ସକାଳେ ନିଜ ଅପରେସନ ଶେଷ କରି କ୍ୟାମ୍ପକୁ ଫେରୁଥିବା ବେଳେ ଏହି ବିସ୍ଫୋରଣ ହୋଇଥିଲା। ଏହା ପରେ ସମଗ୍ର ଅଞ୍ଚଳକୁ ଘେରାଉ କରି ମାଓବାଦୀଙ୍କ ପାଇଁ ଚଢ଼ାଉ ଜାରି ରହିଛି। ସୀମାନ୍ତ ଅଞ୍ଚଳରେ ସୁରକ୍ଷା ବ୍ୟବସ୍ଥା କଡ଼ାକଡ଼ି କରାଯାଇଛି। ଏଓବି ଅଞ୍ଚଳରେ ଓଡ଼ିଶା ପୋଲିସ ମଧ୍ୟ ସତର୍କ ରହିଛି। ମାଲକାନଗିରି ଜିଲା ପୋଲିସ ଅଧୀକ୍ଷକ ସୀମାନ୍ତ ଥାନାଗୁଡ଼ିକୁ ସତର୍କ ରହିବାକୁ ନିର୍ଦ୍ଦେଶ ଦେଇଛନ୍ତି। ଘଟଣାସ୍ଥଳରୁ ବିସ୍ଫୋରକ ସାମଗ୍ରୀ ଜବତ ହୋଇଛି।: [1159, 509, 1422, 651]
- dip-ad-para-2: We wish the Newspaper “The Dharitri” to be more glorious and successful in the coming days.: [29, 1936, 861, 1989]
- cargo-stat-value: 112.69 MMT: [1227, 1263, 1388, 1290]
- paradip-feature: ■ ଜେଟିଏ ସୁଲଭରେ ସମସ୍ତ ସେବା ଉପଲବ୍ଧ: [906, 1007, 1211, 1026]
- cargo-stat-chart: [1219, 1254, 1410, 1382]
- itc-logo: [778, 1704, 859, 1785]
- magenta-dot: [687, 2245, 700, 2258]
- jewel-brand-sub: Gold Foil Collection: [919, 1613, 1031, 1627]
- budget-point: ଅତିରିକ୍ତ ବଜେଟ ମୂଳ ବଜେଟର: [238, 345, 480, 366]
- oil-headline-2: ବୃଦ୍ଧି ଥମୁନି: [697, 992, 841, 1029]
- budget-points: [238, 290, 480, 422]
- budget-point: ଖଣି ମାଫିଆଙ୍କ ସରକାର: ନରସିଂହ: [238, 322, 480, 342]
- landmine-photo: [895, 193, 1422, 426]
- cyan-dot: [1172, 2245, 1186, 2258]
- black-dot: [722, 2245, 735, 2258]
- dharmapada-dateline: ଭୁବନେଶ୍ୱର,୨୯।୧୧(ବ୍ୟୁରୋ): [10, 1245, 155, 1259]
- color-registration-marks: [1170, 2244, 1240, 2262]
- oil-price-box: [667, 1049, 875, 1090]
